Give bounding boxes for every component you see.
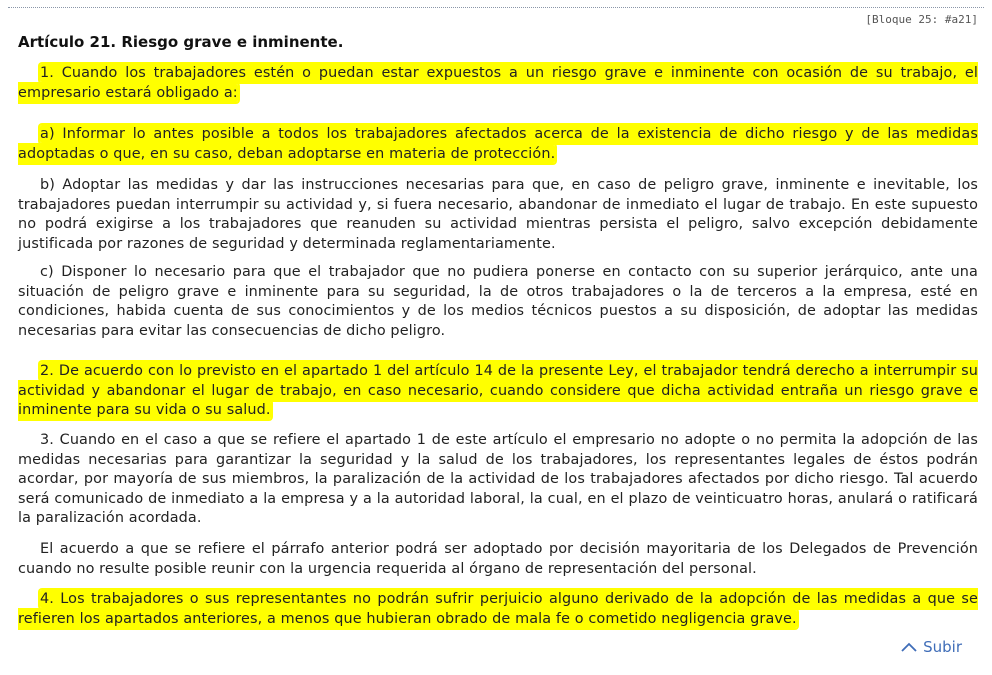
paragraph-1c: c) Disponer lo necesario para que el trabajador que no pudiera ponerse en contacto con su superior jerárquico, ante una situación de peligro grave e inminente para su seguridad, la de otros trabajadores o la de terceros a la empresa, esté en condiciones, habida cuenta de sus conocimientos y de los medios técnicos puestos a su disposición, de adoptar las medidas necesarias para evitar las consecuencias de dicho peligro. bbox=[18, 264, 978, 339]
highlighted-text: 4. Los trabajadores o sus representantes no podrán sufrir perjuicio alguno derivado de la adopción de las medidas a que se refieren los apartados anteriores, a menos que hubieran obrado de mala fe o cometido negligencia grave. bbox=[18, 591, 978, 627]
paragraph-1b: b) Adoptar las medidas y dar las instrucciones necesarias para que, en caso de peligro grave, inminente e inevitable, los trabajadores puedan interrumpir su actividad y, si fuera necesario, abandonar de inmediato el lugar de trabajo. En este supuesto no podrá exigirse a los trabajadores que reanuden su actividad mientras persista el peligro, salvo excepción debidamente justificada por razones de seguridad y determinada reglamentariamente. bbox=[18, 177, 978, 252]
highlighted-text: 1. Cuando los trabajadores estén o puedan estar expuestos a un riesgo grave e inminente con ocasión de su trabajo, el empresario estará obligado a: bbox=[18, 65, 978, 101]
block-reference: [Bloque 25: #a21] bbox=[865, 13, 978, 26]
chevron-up-icon bbox=[901, 642, 917, 652]
highlighted-text: a) Informar lo antes posible a todos los trabajadores afectados acerca de la existencia de dicho riesgo y de las medidas adoptadas o que, en su caso, deban adoptarse en materia de protección. bbox=[18, 126, 978, 162]
paragraph-3: 3. Cuando en el caso a que se refiere el apartado 1 de este artículo el empresario no adopte o no permita la adopción de las medidas necesarias para garantizar la seguridad y la salud de los trabajadores, los representantes legales de éstos podrán acordar, por mayoría de sus miembros, la paralización de la actividad de los trabajadores afectados por dicho riesgo. Tal acuerdo será comunicado de inmediato a la empresa y a la autoridad laboral, la cual, en el plazo de veinticuatro horas, anulará o ratificará la paralización acordada. bbox=[18, 432, 978, 526]
top-dotted-divider bbox=[8, 7, 984, 8]
paragraph-3-continuation: El acuerdo a que se refiere el párrafo anterior podrá ser adoptado por decisión mayoritaria de los Delegados de Prevención cuando no resulte posible reunir con la urgencia requerida al órgano de representación del personal. bbox=[18, 541, 978, 577]
back-to-top-link[interactable] bbox=[901, 638, 962, 656]
paragraph-1a bbox=[18, 125, 978, 164]
paragraph-1 bbox=[18, 64, 978, 103]
back-to-top-label: Subir bbox=[923, 638, 962, 656]
article-title: Artículo 21. Riesgo grave e inminente. bbox=[18, 33, 344, 51]
highlighted-text: 2. De acuerdo con lo previsto en el apartado 1 del artículo 14 de la presente Ley, el trabajador tendrá derecho a interrumpir su actividad y abandonar el lugar de trabajo, en caso necesario, cuando considere que dicha actividad entraña un riesgo grave e inminente para su vida o su salud. bbox=[18, 363, 978, 418]
paragraph-4 bbox=[18, 590, 978, 629]
paragraph-2 bbox=[18, 362, 978, 421]
